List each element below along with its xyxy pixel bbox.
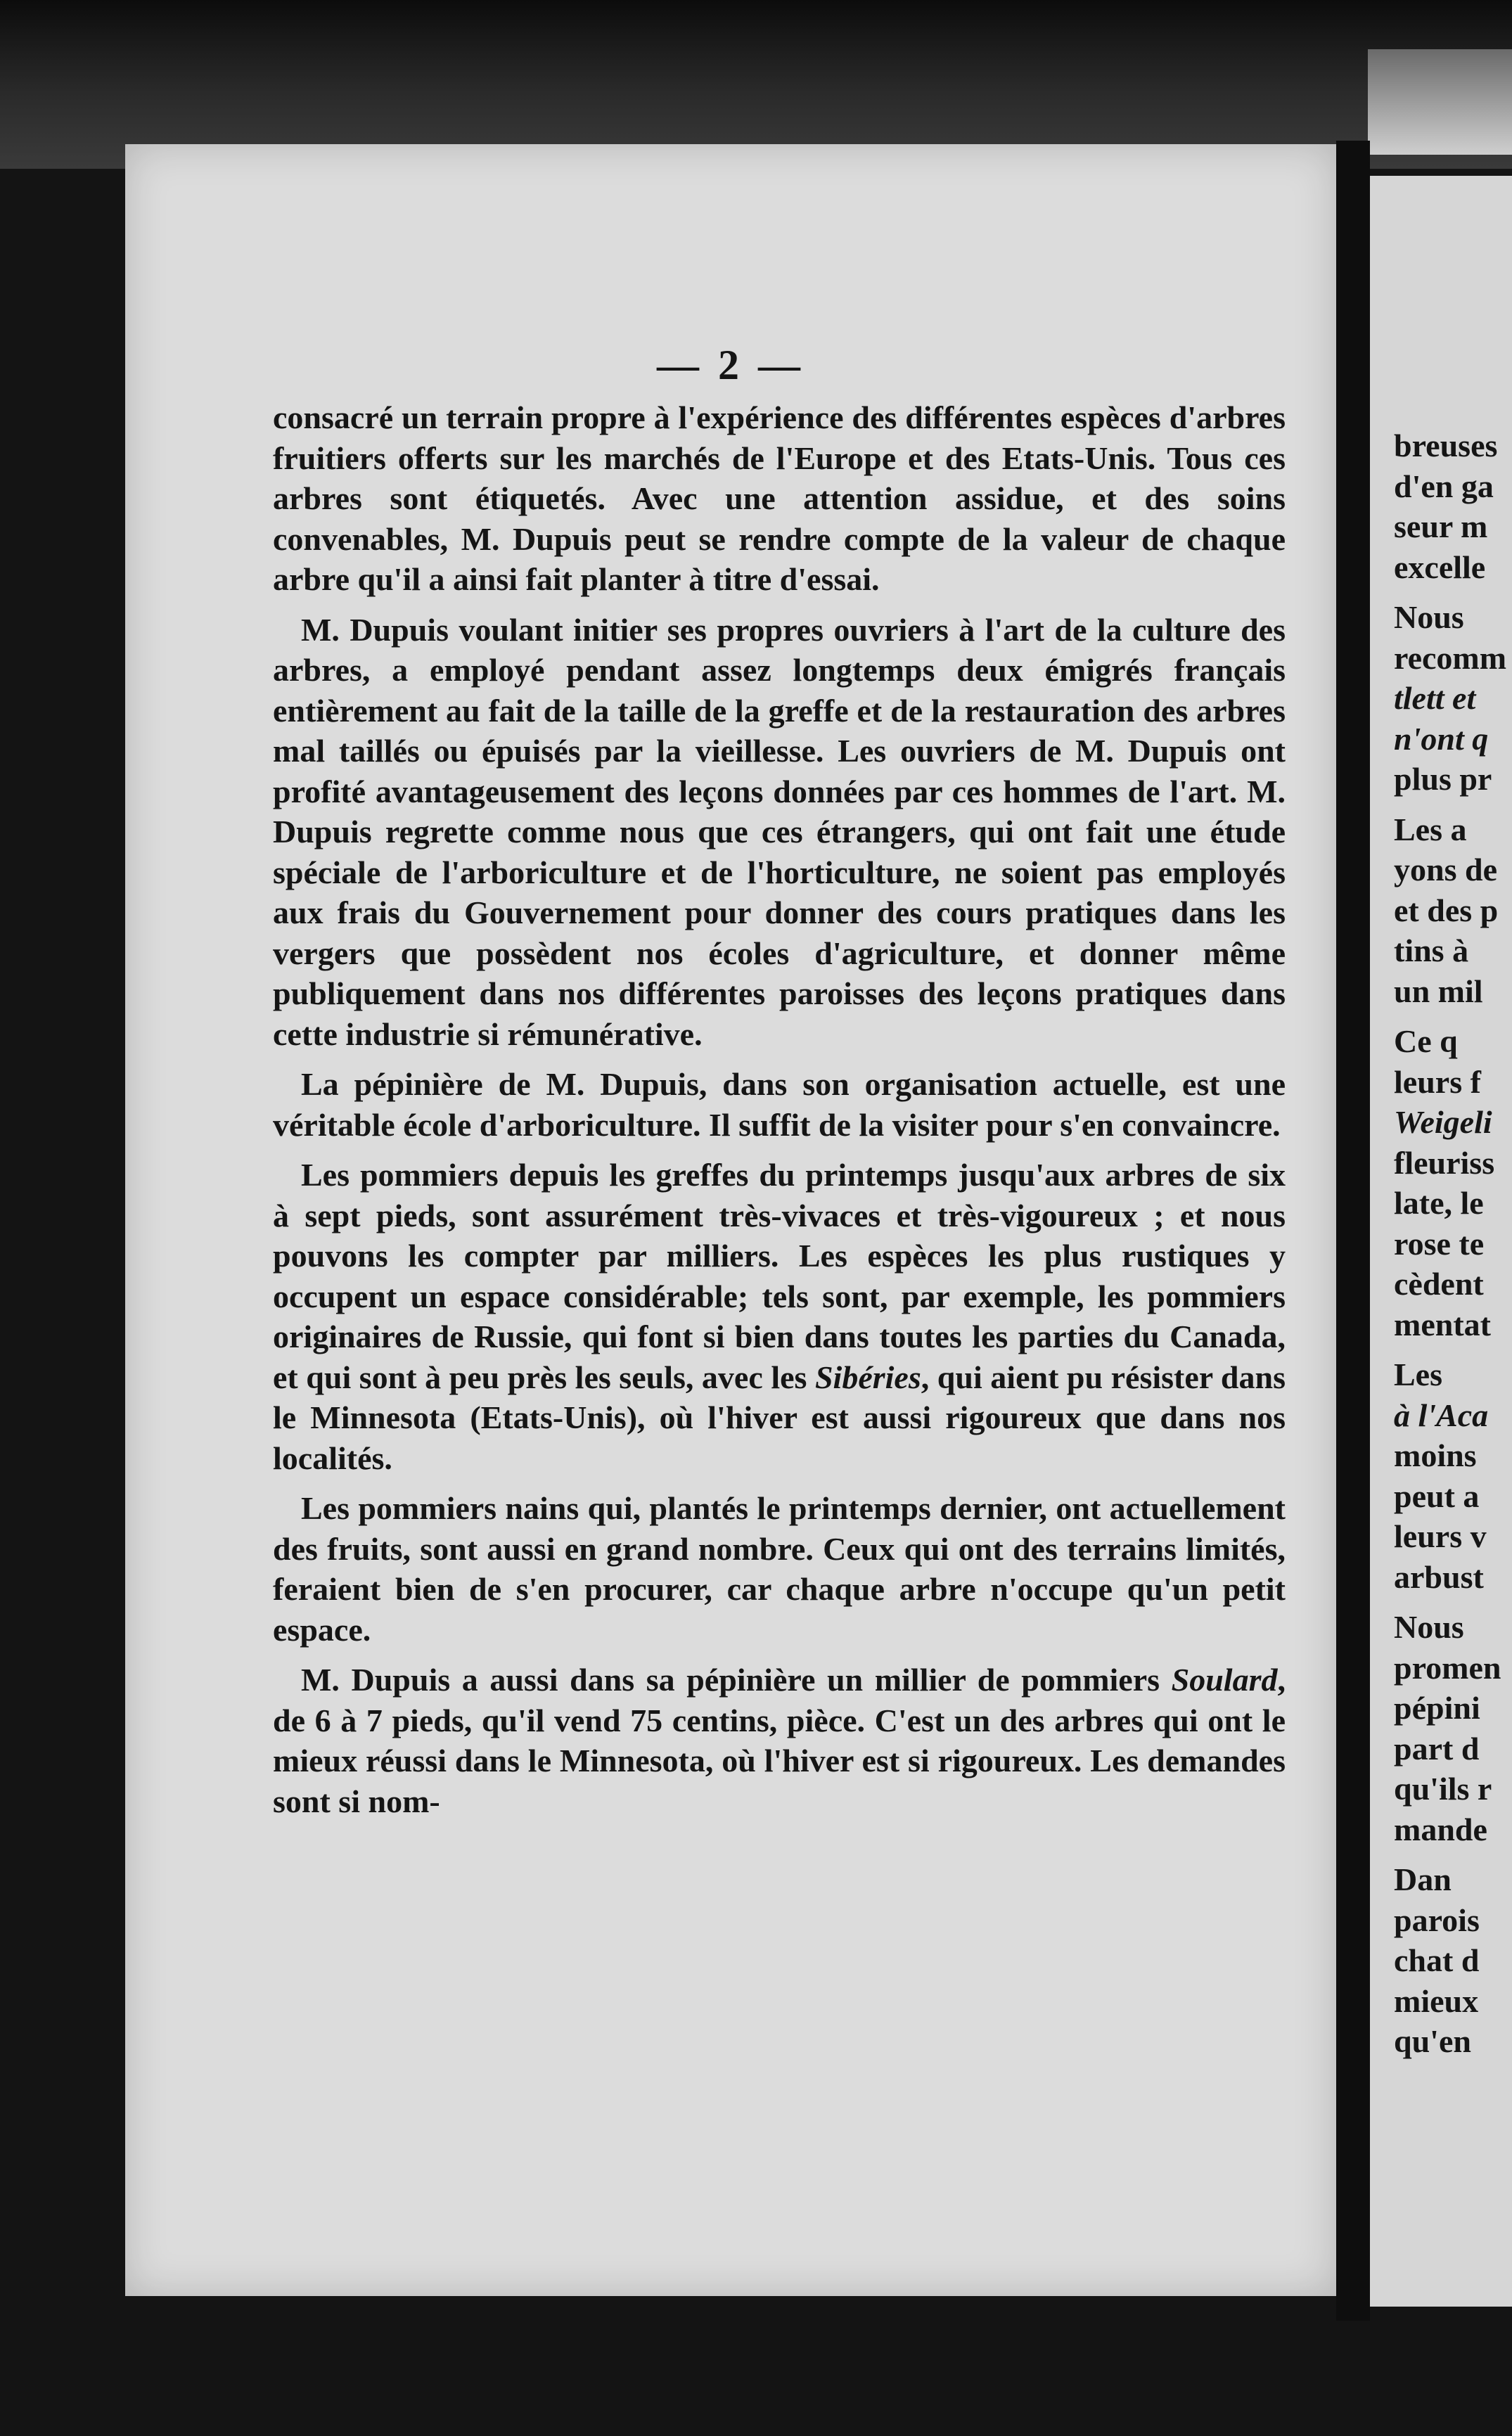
page-number: — 2 — xyxy=(657,342,805,388)
body-text xyxy=(273,397,1286,1831)
paragraph-2: M. Dupuis voulant initier ses propres ouvriers à l'art de la culture des arbres, a employé pendant assez longtemps deux émigrés français entièrement au fait de la taille de la greffe et de la restauration des arbres mal taillés ou épuisés par la vieillesse. Les ouvriers de M. Dupuis ont profité avantageusement des leçons données par ces hommes de l'art. M. Dupuis regrette comme nous que ces étrangers, qui ont fait une étude spéciale de l'arboriculture et de l'horticulture, ne soient pas employés aux frais du Gouvernement pour donner des cours pratiques dans les vergers que possèdent nos écoles d'agriculture, et donner même publiquement dans nos différentes paroisses des leçons pratiques dans cette industrie si rémunérative. xyxy=(273,611,1286,1052)
adjacent-fragment-line: chat d xyxy=(1394,1942,1480,1978)
adjacent-fragment-line: leurs f xyxy=(1394,1063,1481,1100)
adjacent-fragment-line: promen xyxy=(1394,1649,1501,1686)
adjacent-fragment-line: mentat xyxy=(1394,1306,1491,1342)
adjacent-fragment-line: d'en ga xyxy=(1394,468,1494,504)
paragraph-3: La pépinière de M. Dupuis, dans son organisation actuelle, est une véritable école d'arboriculture. Il suffit de la visiter pour s'en convaincre. xyxy=(273,1066,1286,1143)
adjacent-fragment-line: un mil xyxy=(1394,973,1483,1009)
adjacent-page-fragments xyxy=(1394,425,1512,2062)
adjacent-fragment-line: parois xyxy=(1394,1902,1480,1938)
adjacent-fragment-line: yons de xyxy=(1394,852,1497,887)
scan-border-top xyxy=(0,0,1512,169)
adjacent-fragment-line: Ce q xyxy=(1394,1023,1458,1059)
adjacent-fragment-line: leurs v xyxy=(1394,1518,1487,1554)
paragraph-6 xyxy=(273,1660,1286,1821)
adjacent-fragment-line: plus pr xyxy=(1394,761,1492,797)
adjacent-fragment-line: excelle xyxy=(1394,549,1486,585)
paragraph-4-italic-siberies: Sibéries xyxy=(814,1359,921,1395)
adjacent-fragment-line: n'ont q xyxy=(1394,720,1489,757)
adjacent-fragment-line: et des p xyxy=(1394,892,1499,928)
adjacent-fragment-line: qu'ils r xyxy=(1394,1771,1492,1807)
adjacent-fragment-line: pépini xyxy=(1394,1690,1480,1726)
adjacent-fragment-line: part d xyxy=(1394,1730,1480,1767)
adjacent-fragment-line: recomm xyxy=(1394,639,1507,676)
adjacent-fragment-line: Nous xyxy=(1394,599,1464,635)
adjacent-fragment-line: breuses xyxy=(1394,428,1498,463)
adjacent-fragment-line: qu'en xyxy=(1394,2023,1471,2059)
paragraph-4-text-b: , qui aient pu résister dans le Minnesota (Etats-Unis), où l'hiver est aussi rigoureux que dans nos localités. xyxy=(273,1359,1286,1476)
adjacent-fragment-line: Les a xyxy=(1394,811,1467,847)
adjacent-fragment-line: cèdent xyxy=(1394,1266,1484,1302)
adjacent-fragment-line: late, le xyxy=(1394,1185,1484,1221)
adjacent-fragment-line: moins xyxy=(1394,1437,1477,1473)
adjacent-fragment-line: tlett et xyxy=(1394,680,1476,716)
adjacent-fragment-line: Nous xyxy=(1394,1609,1464,1645)
paragraph-4 xyxy=(273,1155,1286,1478)
adjacent-fragment-line: mieux xyxy=(1394,1982,1479,2019)
adjacent-fragment-line: seur m xyxy=(1394,508,1488,544)
paragraph-1: consacré un terrain propre à l'expérience des différentes espèces d'arbres fruitiers offerts sur les marchés de l'Europe et des Etats-Unis. Tous ces arbres sont étiquetés. Avec une attention assidue, et des soins convenables, M. Dupuis peut se rendre compte de la valeur de chaque arbre qu'il a ainsi fait planter à titre d'essai. xyxy=(273,399,1286,597)
paragraph-5: Les pommiers nains qui, plantés le printemps dernier, ont actuellement des fruits, sont aussi en grand nombre. Ceux qui ont des terrains limités, feraient bien de s'en procurer, car chaque arbre n'occupe qu'un petit espace. xyxy=(273,1490,1286,1648)
adjacent-fragment-line: arbust xyxy=(1394,1558,1484,1595)
paragraph-6-italic-soulard: Soulard xyxy=(1171,1662,1278,1698)
adjacent-fragment-line: peut a xyxy=(1394,1477,1480,1514)
paragraph-6-text-a: M. Dupuis a aussi dans sa pépinière un millier de pommiers xyxy=(301,1662,1172,1698)
adjacent-fragment-line: tins à xyxy=(1394,932,1469,968)
adjacent-fragment-line: Dan xyxy=(1394,1861,1452,1897)
adjacent-fragment-line: Les xyxy=(1394,1357,1442,1392)
adjacent-fragment-line: mande xyxy=(1394,1811,1487,1847)
paragraph-4-text-a: Les pommiers depuis les greffes du printemps jusqu'aux arbres de six à sept pieds, sont assurément très-vivaces et très-vigoureux ; et nous pouvons les compter par milliers. Les espèces les plus rustiques y occupent un espace considérable; tels sont, par exemple, les pommiers originaires de Russie, qui font si bien dans toutes les parties du Canada, et qui sont à peu près les seuls, avec les xyxy=(273,1157,1286,1395)
page-gutter xyxy=(1336,141,1370,2321)
document-page xyxy=(125,144,1336,2296)
adjacent-fragment-line: à l'Aca xyxy=(1394,1397,1489,1433)
adjacent-fragment-line: Weigeli xyxy=(1394,1104,1492,1140)
adjacent-page xyxy=(1370,176,1512,2307)
adjacent-fragment-line: rose te xyxy=(1394,1225,1485,1262)
adjacent-page-edge xyxy=(1368,49,1512,155)
paragraph-6-text-b: , de 6 à 7 pieds, qu'il vend 75 centins, pièce. C'est un des arbres qui ont le mieux réussi dans le Minnesota, où l'hiver est si rigoureux. Les demandes sont si nom- xyxy=(273,1662,1286,1819)
adjacent-fragment-line: fleuriss xyxy=(1394,1144,1495,1181)
